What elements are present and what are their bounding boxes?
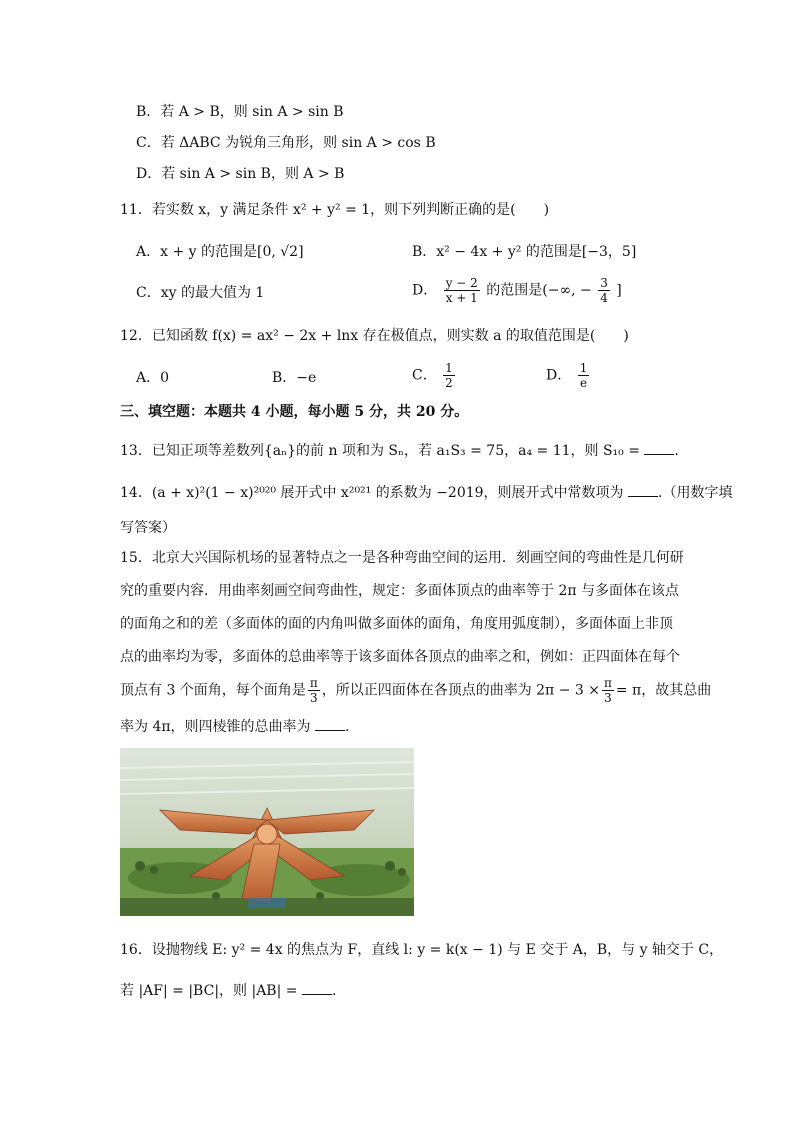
q11-option-d-prefix: D． — [412, 282, 438, 299]
q15-line5-b: ，所以正四面体在各顶点的曲率为 2π − 3 × — [321, 682, 600, 699]
fraction-numerator: π — [603, 676, 612, 690]
q15-line3: 的面角之和的差（多面体的面的内角叫做多面体的面角，角度用弧度制），多面体面上非顶 — [120, 616, 673, 632]
airport-illustration — [120, 748, 414, 916]
q15-line6-text: 率为 4π，则四棱锥的总曲率为 — [120, 719, 311, 735]
q14-end: .（用数字填 — [658, 485, 733, 501]
fraction-denominator: 3 — [604, 691, 612, 705]
q15-line6 — [120, 716, 349, 737]
fraction-numerator: π — [309, 676, 318, 690]
q15-line1: 15．北京大兴国际机场的显著特点之一是各种弯曲空间的运用．刻画空间的弯曲性是几何研 — [120, 550, 684, 566]
fraction-denominator: x + 1 — [445, 291, 478, 305]
q12-stem: 12．已知函数 f(x) = ax² − 2x + lnx 存在极值点，则实数 a 的取值范围是( ) — [120, 328, 629, 344]
fraction-denominator: 2 — [445, 376, 453, 390]
q13-end: . — [674, 443, 679, 459]
q15-line6-end: . — [345, 719, 350, 735]
q11-option-c: C．xy 的最大值为 1 — [136, 285, 265, 301]
q15-line5-a: 顶点有 3 个面角，每个面角是 — [120, 682, 306, 699]
fraction-denominator: e — [579, 376, 588, 390]
q11-stem: 11．若实数 x，y 满足条件 x² + y² = 1，则下列判断正确的是( ) — [120, 202, 550, 218]
fraction-denominator: 4 — [600, 291, 608, 305]
q13-text: 13．已知正项等差数列{aₙ}的前 n 项和为 Sₙ，若 a₁S₃ = 75，a₄ = 11，则 S₁₀ = — [120, 443, 640, 459]
q10-option-c: C．若 ΔABC 为锐角三角形，则 sin A > cos B — [136, 135, 436, 151]
q12-option-d-prefix: D． — [546, 367, 572, 384]
fraction-numerator: 3 — [600, 276, 608, 290]
fraction-numerator: 1 — [445, 361, 453, 375]
q15-line5 — [120, 676, 711, 705]
q14-line2: 写答案） — [120, 520, 176, 536]
fraction-denominator: 3 — [309, 691, 318, 705]
q16-line2-text: 若 |AF| = |BC|，则 |AB| = — [120, 983, 298, 999]
fraction-numerator: 1 — [579, 361, 588, 375]
q14-line1 — [120, 482, 732, 503]
q11-option-d — [412, 276, 622, 305]
fraction-numerator: y − 2 — [445, 276, 478, 290]
airport-photo — [120, 748, 414, 916]
answer-blank — [315, 716, 345, 731]
q15-line5-c: = π，故其总曲 — [615, 682, 712, 699]
q11-option-d-fraction — [444, 276, 480, 305]
q10-option-b: B．若 A > B，则 sin A > sin B — [136, 104, 344, 120]
q12-option-d-fraction — [578, 361, 590, 390]
q12-option-c-fraction — [443, 361, 455, 390]
q15-line2: 究的重要内容．用曲率刻画空间弯曲性，规定：多面体顶点的曲率等于 2π 与多面体在该点 — [120, 583, 680, 599]
q12-option-d — [546, 361, 591, 390]
q16-line2-end: . — [331, 983, 337, 999]
q16-line1: 16．设抛物线 E: y² = 4x 的焦点为 F，直线 l: y = k(x − 1) 与 E 交于 A，B，与 y 轴交于 C， — [120, 942, 724, 958]
q11-option-a: A．x + y 的范围是[0, √2] — [136, 244, 304, 260]
q12-option-c — [412, 361, 457, 390]
q15-line4: 点的曲率均为零，多面体的总曲率等于该多面体各顶点的曲率之和，例如：正四面体在每个 — [120, 649, 680, 665]
q16-line2 — [120, 980, 336, 1001]
q15-pi-over-3-fraction-2 — [602, 676, 614, 705]
q10-option-d: D．若 sin A > sin B，则 A > B — [136, 166, 345, 182]
q12-option-c-prefix: C． — [412, 367, 437, 384]
answer-blank — [302, 980, 332, 995]
q15-pi-over-3-fraction — [308, 676, 320, 705]
q12-option-b: B．−e — [272, 370, 317, 386]
q11-option-d-end: ] — [616, 282, 622, 299]
q13 — [120, 440, 679, 461]
q11-option-b: B．x² − 4x + y² 的范围是[−3，5] — [412, 244, 637, 260]
q14-text: 14．(a + x)²(1 − x)²⁰²⁰ 展开式中 x²⁰²¹ 的系数为 −2019，则展开式中常数项为 — [120, 485, 624, 501]
q11-option-d-bound-fraction — [598, 276, 610, 305]
q11-option-d-suffix: 的范围是(−∞, − — [486, 282, 592, 299]
section-heading: 三、填空题：本题共 4 小题，每小题 5 分，共 20 分。 — [120, 404, 469, 420]
answer-blank — [628, 482, 658, 497]
q12-option-a: A．0 — [136, 370, 170, 386]
answer-blank — [644, 440, 674, 455]
